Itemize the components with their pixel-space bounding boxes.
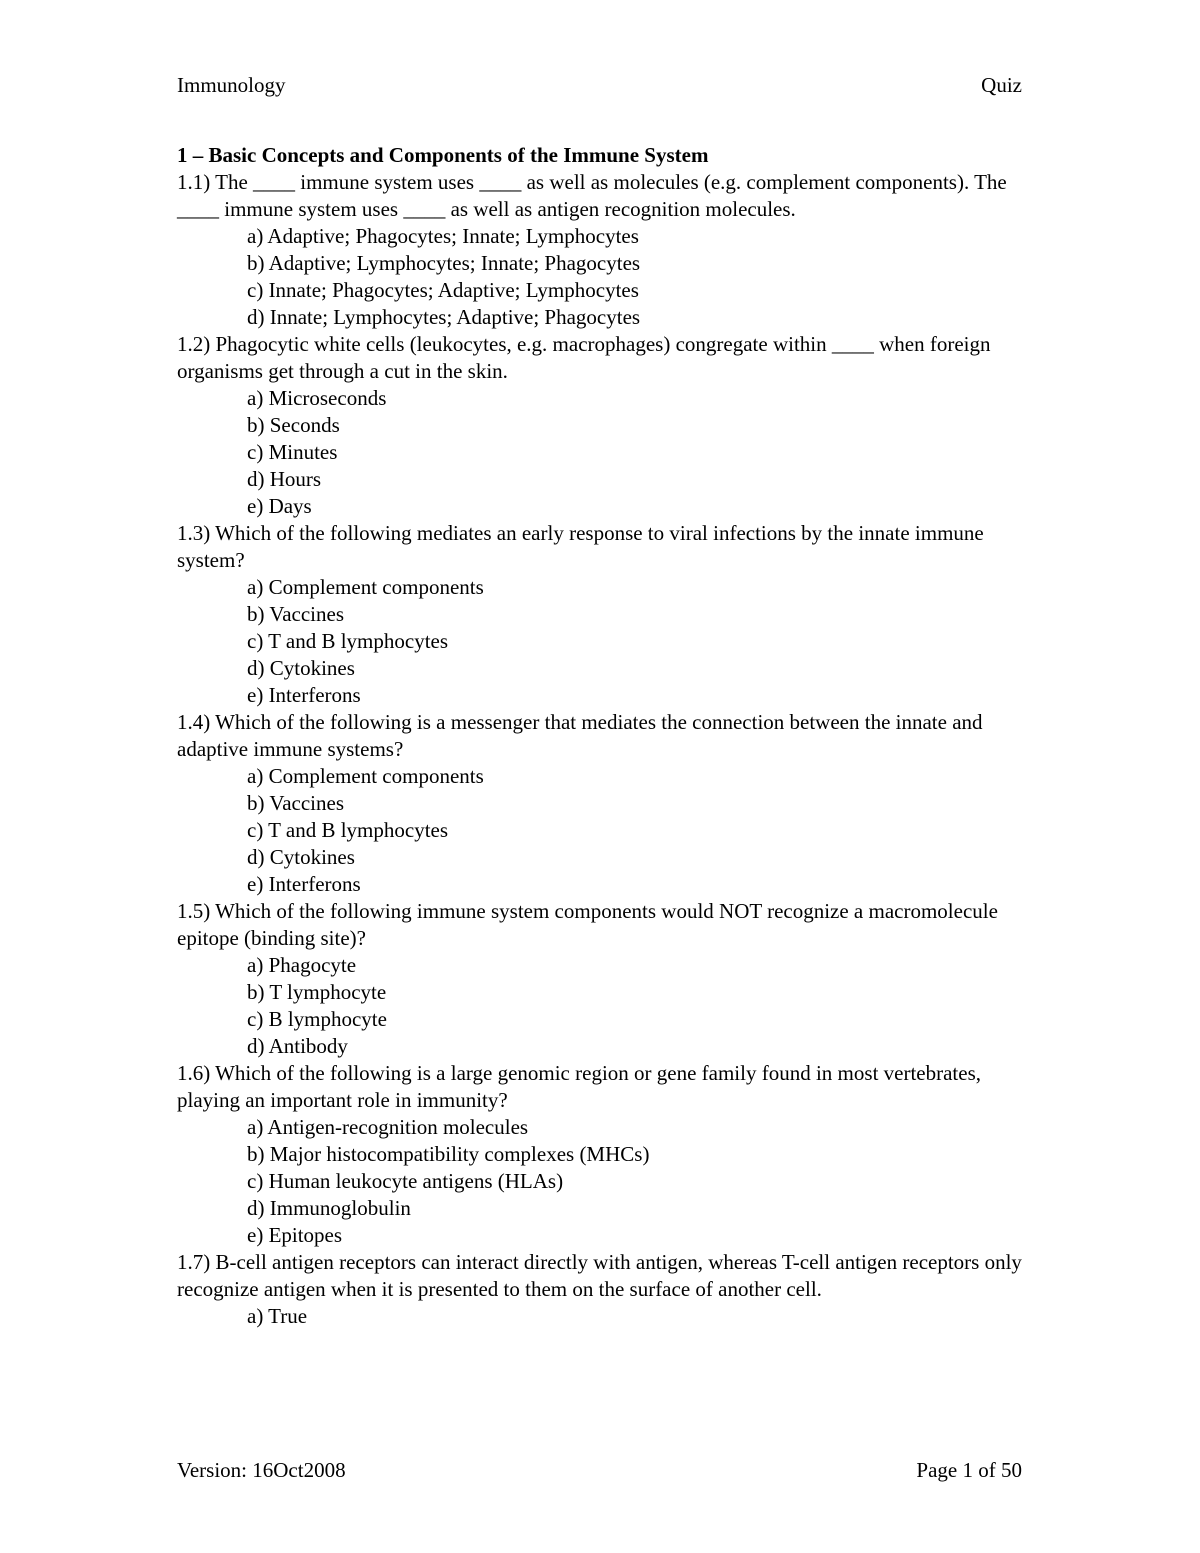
header-course-title: Immunology xyxy=(177,73,286,97)
answer-options xyxy=(177,763,1027,898)
answer-option: b) Seconds xyxy=(247,413,340,437)
question-1-2 xyxy=(177,331,1027,520)
answer-options xyxy=(177,1114,1027,1249)
answer-option: b) T lymphocyte xyxy=(247,980,387,1004)
answer-options xyxy=(177,1303,1027,1330)
answer-option: a) Complement components xyxy=(247,764,484,788)
question-text: 1.7) B-cell antigen receptors can interact directly with antigen, whereas T-cell antigen receptors only recognize antigen when it is presented to them on the surface of another cell. xyxy=(177,1250,1022,1301)
section-title: 1 – Basic Concepts and Components of the Immune System xyxy=(177,143,709,167)
answer-option: b) Vaccines xyxy=(247,791,344,815)
answer-option: e) Interferons xyxy=(247,872,361,896)
answer-options xyxy=(177,574,1027,709)
answer-option: a) Phagocyte xyxy=(247,953,357,977)
answer-option: c) Innate; Phagocytes; Adaptive; Lymphocytes xyxy=(247,278,639,302)
question-text: 1.2) Phagocytic white cells (leukocytes, e.g. macrophages) congregate within ____ when foreign organisms get through a cut in the skin. xyxy=(177,332,991,383)
answer-options xyxy=(177,385,1027,520)
answer-option: b) Major histocompatibility complexes (MHCs) xyxy=(247,1142,650,1166)
answer-option: d) Cytokines xyxy=(247,656,355,680)
answer-option: d) Innate; Lymphocytes; Adaptive; Phagocytes xyxy=(247,305,641,329)
question-1-5 xyxy=(177,898,1027,1060)
answer-option: c) B lymphocyte xyxy=(247,1007,387,1031)
answer-option: b) Adaptive; Lymphocytes; Innate; Phagocytes xyxy=(247,251,641,275)
question-text: 1.6) Which of the following is a large genomic region or gene family found in most vertebrates, playing an important role in immunity? xyxy=(177,1061,982,1112)
answer-option: b) Vaccines xyxy=(247,602,344,626)
answer-option: a) Antigen-recognition molecules xyxy=(247,1115,529,1139)
footer-page-number: Page 1 of 50 xyxy=(916,1458,1022,1482)
answer-options xyxy=(177,223,1027,331)
answer-option: a) Adaptive; Phagocytes; Innate; Lymphocytes xyxy=(247,224,639,248)
question-1-1 xyxy=(177,169,1027,331)
question-1-6 xyxy=(177,1060,1027,1249)
header-doc-type: Quiz xyxy=(981,73,1022,97)
answer-option: a) Complement components xyxy=(247,575,484,599)
answer-option: d) Cytokines xyxy=(247,845,355,869)
page-footer xyxy=(177,1455,1022,1485)
question-1-7 xyxy=(177,1249,1027,1330)
answer-option: a) True xyxy=(247,1304,308,1328)
answer-option: d) Hours xyxy=(247,467,322,491)
question-text: 1.3) Which of the following mediates an early response to viral infections by the innate immune system? xyxy=(177,521,984,572)
question-text: 1.5) Which of the following immune system components would NOT recognize a macromolecule epitope (binding site)? xyxy=(177,899,998,950)
answer-option: c) Minutes xyxy=(247,440,338,464)
answer-options xyxy=(177,952,1027,1060)
answer-option: a) Microseconds xyxy=(247,386,387,410)
question-1-3 xyxy=(177,520,1027,709)
answer-option: d) Immunoglobulin xyxy=(247,1196,411,1220)
answer-option: c) Human leukocyte antigens (HLAs) xyxy=(247,1169,564,1193)
page-header xyxy=(177,70,1022,100)
answer-option: e) Days xyxy=(247,494,312,518)
footer-version: Version: 16Oct2008 xyxy=(177,1458,346,1482)
answer-option: c) T and B lymphocytes xyxy=(247,629,449,653)
answer-option: d) Antibody xyxy=(247,1034,348,1058)
document-body xyxy=(177,142,1027,1330)
question-text: 1.1) The ____ immune system uses ____ as well as molecules (e.g. complement components). The ____ immune system uses ____ as well as antigen recognition molecules. xyxy=(177,170,1007,221)
answer-option: e) Interferons xyxy=(247,683,361,707)
question-1-4 xyxy=(177,709,1027,898)
answer-option: e) Epitopes xyxy=(247,1223,343,1247)
answer-option: c) T and B lymphocytes xyxy=(247,818,449,842)
question-text: 1.4) Which of the following is a messenger that mediates the connection between the innate and adaptive immune systems? xyxy=(177,710,983,761)
